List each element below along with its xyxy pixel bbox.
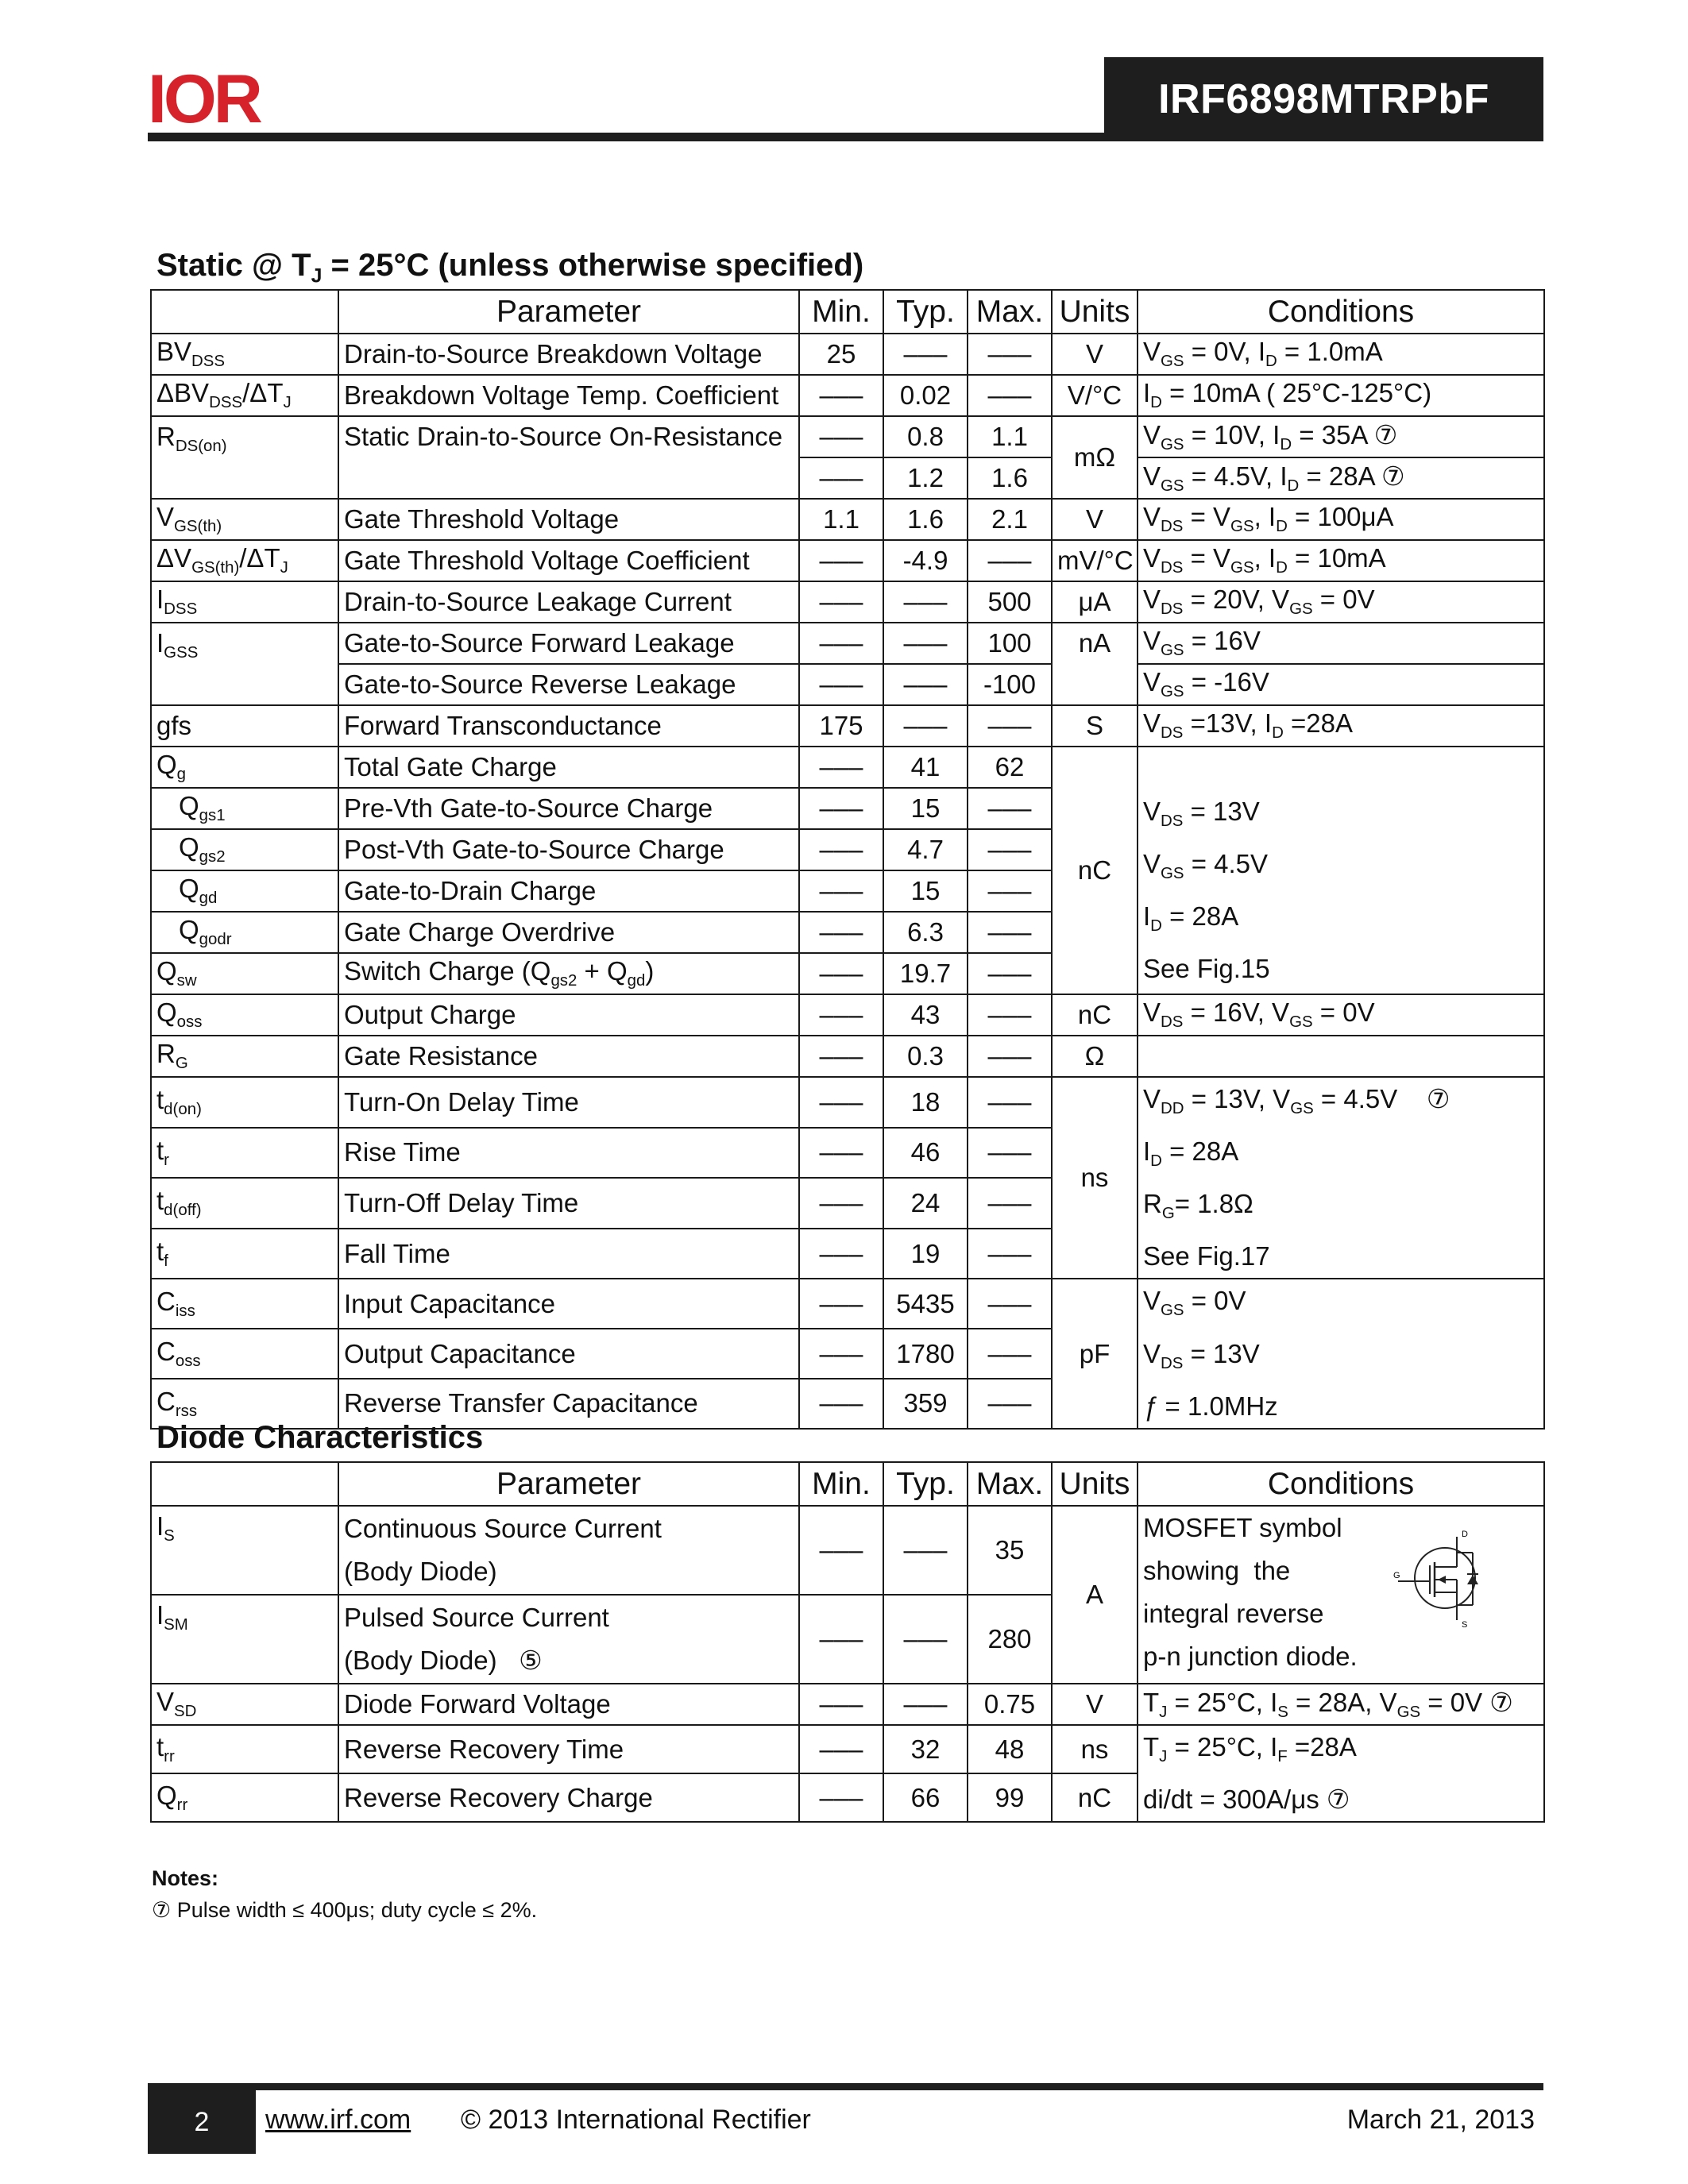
max: -100 (968, 664, 1052, 705)
table-row (151, 499, 1544, 540)
max: 48 (968, 1725, 1052, 1773)
max: ––– (968, 912, 1052, 953)
parameter: Post-Vth Gate-to-Source Charge (338, 829, 799, 870)
symbol: $C_{rss}$ (151, 1379, 338, 1429)
typ: 15 (883, 788, 968, 829)
typ: 66 (883, 1773, 968, 1822)
page-number-box (148, 2090, 256, 2154)
note-item: ⑦ Pulse width ≤ 400μs; duty cycle ≤ 2%. (152, 1898, 538, 1922)
parameter: Pulsed Source Current (Body Diode) ⑤ (338, 1595, 799, 1684)
typ: 15 (883, 870, 968, 912)
typ: 43 (883, 994, 968, 1036)
units: nC (1052, 747, 1138, 994)
min: ––– (799, 1229, 883, 1279)
max: ––– (968, 375, 1052, 416)
typ: ––– (883, 705, 968, 747)
units: ns (1052, 1077, 1138, 1279)
units: mΩ (1052, 416, 1138, 499)
conditions: $V_{GS} = 16V$ (1138, 623, 1544, 664)
header-parameter: Parameter (338, 290, 799, 334)
max: ––– (968, 1329, 1052, 1379)
min: ––– (799, 788, 883, 829)
min: ––– (799, 375, 883, 416)
header-symbol (151, 1462, 338, 1506)
static-header-row (151, 290, 1544, 334)
conditions (1138, 1036, 1544, 1077)
parameter: Forward Transconductance (338, 705, 799, 747)
typ: 359 (883, 1379, 968, 1429)
parameter: Drain-to-Source Breakdown Voltage (338, 334, 799, 375)
copyright: © 2013 International Rectifier (461, 2105, 811, 2135)
website-link[interactable]: www.irf.com (265, 2105, 411, 2135)
conditions: $T_J = 25^\circ C$, $I_S = 28A$, $V_{GS} = 0V$ ⑦ (1138, 1684, 1544, 1725)
typ: 19.7 (883, 953, 968, 994)
typ: ––– (883, 581, 968, 623)
parameter: Output Charge (338, 994, 799, 1036)
max: ––– (968, 334, 1052, 375)
header-typ: Typ. (883, 1462, 968, 1506)
parameter: Reverse Recovery Time (338, 1725, 799, 1773)
max: ––– (968, 1036, 1052, 1077)
header-parameter: Parameter (338, 1462, 799, 1506)
conditions: $I_D = 10mA$ ( 25°C-125°C) (1138, 375, 1544, 416)
typ: 1.2 (883, 457, 968, 499)
symbol: $Q_{gs2}$ (151, 829, 338, 870)
parameter: Gate Resistance (338, 1036, 799, 1077)
parameter: Reverse Transfer Capacitance (338, 1379, 799, 1429)
min: 1.1 (799, 499, 883, 540)
conditions: $V_{DS} = 13V$ $V_{GS} = 4.5V$ $I_D = 28A$ See Fig.15 (1138, 747, 1544, 994)
symbol: $Q_{oss}$ (151, 994, 338, 1036)
table-row (151, 1506, 1544, 1595)
symbol: $Q_{gs1}$ (151, 788, 338, 829)
typ: 6.3 (883, 912, 968, 953)
min: ––– (799, 457, 883, 499)
table-row (151, 334, 1544, 375)
max: 280 (968, 1595, 1052, 1684)
typ: ––– (883, 623, 968, 664)
max: ––– (968, 1379, 1052, 1429)
table-row (151, 747, 1544, 788)
notes-title: Notes: (152, 1866, 219, 1890)
table-row (151, 375, 1544, 416)
parameter: Pre-Vth Gate-to-Source Charge (338, 788, 799, 829)
typ: 1780 (883, 1329, 968, 1379)
part-number-box (1104, 57, 1543, 141)
table-row (151, 664, 1544, 705)
typ: 19 (883, 1229, 968, 1279)
conditions: $V_{DS} =13V$, $I_D =28A$ (1138, 705, 1544, 747)
max: 0.75 (968, 1684, 1052, 1725)
parameter: Input Capacitance (338, 1279, 799, 1329)
table-row (151, 623, 1544, 664)
symbol: $t_{d(on)}$ (151, 1077, 338, 1128)
logo-text: IOR (148, 65, 260, 129)
table-row (151, 705, 1544, 747)
conditions: $V_{DS} = V_{GS}$, $I_D = 10mA$ (1138, 540, 1544, 581)
header-typ: Typ. (883, 290, 968, 334)
max: 1.6 (968, 457, 1052, 499)
symbol: $t_{rr}$ (151, 1725, 338, 1773)
conditions: $V_{DS} = 20V$, $V_{GS} = 0V$ (1138, 581, 1544, 623)
conditions: $V_{GS} = 0V$ $V_{DS} = 13V$ ƒ = 1.0MHz (1138, 1279, 1544, 1428)
parameter: Turn-Off Delay Time (338, 1178, 799, 1229)
min: ––– (799, 953, 883, 994)
table-row (151, 1036, 1544, 1077)
max: ––– (968, 1077, 1052, 1128)
units: V (1052, 334, 1138, 375)
symbol: $\Delta V_{GS(th)}/\Delta T_J$ (151, 540, 338, 581)
conditions: MOSFET symbol showing the integral reverse p-n junction diode. (1138, 1506, 1544, 1684)
static-table (150, 289, 1545, 1430)
parameter: Reverse Recovery Charge (338, 1773, 799, 1822)
units: nC (1052, 994, 1138, 1036)
min: ––– (799, 747, 883, 788)
min: 175 (799, 705, 883, 747)
static-section-title: Static @ $T_J = 25^\circ C$ (unless otherwise specified) (156, 248, 864, 287)
typ: ––– (883, 1506, 968, 1595)
diode-table (150, 1461, 1545, 1823)
parameter: Gate-to-Drain Charge (338, 870, 799, 912)
symbol: $C_{oss}$ (151, 1329, 338, 1379)
typ: 0.8 (883, 416, 968, 457)
symbol: gfs (151, 705, 338, 747)
typ: 4.7 (883, 829, 968, 870)
table-row (151, 581, 1544, 623)
min: ––– (799, 1595, 883, 1684)
min: ––– (799, 870, 883, 912)
symbol: $Q_{godr}$ (151, 912, 338, 953)
min: ––– (799, 540, 883, 581)
diode-header-row (151, 1462, 1544, 1506)
typ: 24 (883, 1178, 968, 1229)
symbol: $I_{SM}$ (151, 1595, 338, 1684)
units: V (1052, 499, 1138, 540)
min: ––– (799, 829, 883, 870)
document-date: March 21, 2013 (1346, 2105, 1535, 2135)
symbol: $V_{GS(th)}$ (151, 499, 338, 540)
symbol: $R_G$ (151, 1036, 338, 1077)
min: ––– (799, 1684, 883, 1725)
mosfet-symbol-icon (1393, 1529, 1497, 1628)
typ: 5435 (883, 1279, 968, 1329)
parameter: Gate Charge Overdrive (338, 912, 799, 953)
max: ––– (968, 1279, 1052, 1329)
conditions: $V_{GS} = 0V$, $I_D = 1.0mA$ (1138, 334, 1544, 375)
min: ––– (799, 912, 883, 953)
table-row (151, 540, 1544, 581)
header-conditions: Conditions (1138, 290, 1544, 334)
symbol: $t_r$ (151, 1128, 338, 1179)
min: ––– (799, 1379, 883, 1429)
min: ––– (799, 581, 883, 623)
header-conditions: Conditions (1138, 1462, 1544, 1506)
table-row (151, 416, 1544, 457)
diode-section-title: Diode Characteristics (156, 1420, 484, 1455)
units: μA (1052, 581, 1138, 623)
conditions: $T_J = 25^\circ C$, $I_F =28A$ di/dt = 300A/μs ⑦ (1138, 1725, 1544, 1822)
typ: ––– (883, 1684, 968, 1725)
header-symbol (151, 290, 338, 334)
min: 25 (799, 334, 883, 375)
conditions: $V_{DS} = 16V$, $V_{GS} = 0V$ (1138, 994, 1544, 1036)
units: V (1052, 1684, 1138, 1725)
typ: -4.9 (883, 540, 968, 581)
max: ––– (968, 1229, 1052, 1279)
max: ––– (968, 1178, 1052, 1229)
units: Ω (1052, 1036, 1138, 1077)
min: ––– (799, 416, 883, 457)
symbol: $R_{DS(on)}$ (151, 416, 338, 499)
max: 99 (968, 1773, 1052, 1822)
parameter: Switch Charge $(Q_{gs2} + Q_{gd})$ (338, 953, 799, 994)
irf-logo (148, 65, 283, 129)
typ: 41 (883, 747, 968, 788)
max: 2.1 (968, 499, 1052, 540)
gate-label: G (1393, 1571, 1400, 1580)
parameter: Turn-On Delay Time (338, 1077, 799, 1128)
page-number: 2 (194, 2107, 210, 2137)
parameter: Diode Forward Voltage (338, 1684, 799, 1725)
typ: 1.6 (883, 499, 968, 540)
max: ––– (968, 829, 1052, 870)
conditions: $V_{DS} = V_{GS}$, $I_D = 100\mu A$ (1138, 499, 1544, 540)
min: ––– (799, 1773, 883, 1822)
typ: 46 (883, 1128, 968, 1179)
units: A (1052, 1506, 1138, 1684)
symbol: $\Delta BV_{DSS}/\Delta T_J$ (151, 375, 338, 416)
typ: 32 (883, 1725, 968, 1773)
symbol: $Q_{rr}$ (151, 1773, 338, 1822)
typ: ––– (883, 1595, 968, 1684)
typ: ––– (883, 334, 968, 375)
min: ––– (799, 1279, 883, 1329)
parameter: Output Capacitance (338, 1329, 799, 1379)
parameter: Drain-to-Source Leakage Current (338, 581, 799, 623)
max: 62 (968, 747, 1052, 788)
parameter: Breakdown Voltage Temp. Coefficient (338, 375, 799, 416)
table-row (151, 1725, 1544, 1773)
header-min: Min. (799, 1462, 883, 1506)
max: ––– (968, 1128, 1052, 1179)
max: 100 (968, 623, 1052, 664)
min: ––– (799, 1178, 883, 1229)
header-rule (148, 133, 1268, 141)
max: 1.1 (968, 416, 1052, 457)
table-row (151, 1684, 1544, 1725)
header-max: Max. (968, 1462, 1052, 1506)
symbol: $BV_{DSS}$ (151, 334, 338, 375)
drain-label: D (1462, 1530, 1468, 1539)
units: mV/°C (1052, 540, 1138, 581)
part-number: IRF6898MTRPbF (1158, 76, 1489, 122)
symbol: $t_f$ (151, 1229, 338, 1279)
header-units: Units (1052, 1462, 1138, 1506)
symbol: $Q_{sw}$ (151, 953, 338, 994)
parameter: Gate-to-Source Reverse Leakage (338, 664, 799, 705)
min: ––– (799, 1725, 883, 1773)
header-min: Min. (799, 290, 883, 334)
symbol: $Q_g$ (151, 747, 338, 788)
parameter: Continuous Source Current (Body Diode) (338, 1506, 799, 1595)
table-row (151, 1279, 1544, 1329)
footer-rule (148, 2083, 1543, 2090)
min: ––– (799, 664, 883, 705)
units: S (1052, 705, 1138, 747)
symbol: $I_{GSS}$ (151, 623, 338, 705)
parameter: Rise Time (338, 1128, 799, 1179)
typ: ––– (883, 664, 968, 705)
max: ––– (968, 994, 1052, 1036)
units: nA (1052, 623, 1138, 705)
max: 35 (968, 1506, 1052, 1595)
parameter: Total Gate Charge (338, 747, 799, 788)
symbol: $I_{DSS}$ (151, 581, 338, 623)
conditions: $V_{GS} = -16V$ (1138, 664, 1544, 705)
symbol: $Q_{gd}$ (151, 870, 338, 912)
units: V/°C (1052, 375, 1138, 416)
min: ––– (799, 1128, 883, 1179)
max: ––– (968, 870, 1052, 912)
min: ––– (799, 623, 883, 664)
max: 500 (968, 581, 1052, 623)
header-units: Units (1052, 290, 1138, 334)
table-row (151, 1077, 1544, 1128)
conditions: $V_{GS} = 10V$, $I_D = 35A$ ⑦ (1138, 416, 1544, 457)
units: ns (1052, 1725, 1138, 1773)
parameter: Gate Threshold Voltage Coefficient (338, 540, 799, 581)
max: ––– (968, 953, 1052, 994)
parameter: Gate Threshold Voltage (338, 499, 799, 540)
table-row (151, 994, 1544, 1036)
conditions: $V_{GS} = 4.5V$, $I_D = 28A$ ⑦ (1138, 457, 1544, 499)
min: ––– (799, 1329, 883, 1379)
parameter: Fall Time (338, 1229, 799, 1279)
parameter: Gate-to-Source Forward Leakage (338, 623, 799, 664)
symbol: $I_S$ (151, 1506, 338, 1595)
min: ––– (799, 994, 883, 1036)
min: ––– (799, 1036, 883, 1077)
max: ––– (968, 540, 1052, 581)
units: pF (1052, 1279, 1138, 1428)
typ: 0.3 (883, 1036, 968, 1077)
symbol: $C_{iss}$ (151, 1279, 338, 1329)
symbol: $V_{SD}$ (151, 1684, 338, 1725)
parameter: Static Drain-to-Source On-Resistance (338, 416, 799, 499)
max: ––– (968, 705, 1052, 747)
symbol: $t_{d(off)}$ (151, 1178, 338, 1229)
source-label: S (1462, 1620, 1468, 1628)
max: ––– (968, 788, 1052, 829)
min: ––– (799, 1506, 883, 1595)
conditions: $V_{DD} = 13V$, $V_{GS} = 4.5V$ ⑦ $I_D = 28A$ $R_G= 1.8\Omega$ See Fig.17 (1138, 1077, 1544, 1279)
header-max: Max. (968, 290, 1052, 334)
typ: 18 (883, 1077, 968, 1128)
typ: 0.02 (883, 375, 968, 416)
min: ––– (799, 1077, 883, 1128)
units: nC (1052, 1773, 1138, 1822)
